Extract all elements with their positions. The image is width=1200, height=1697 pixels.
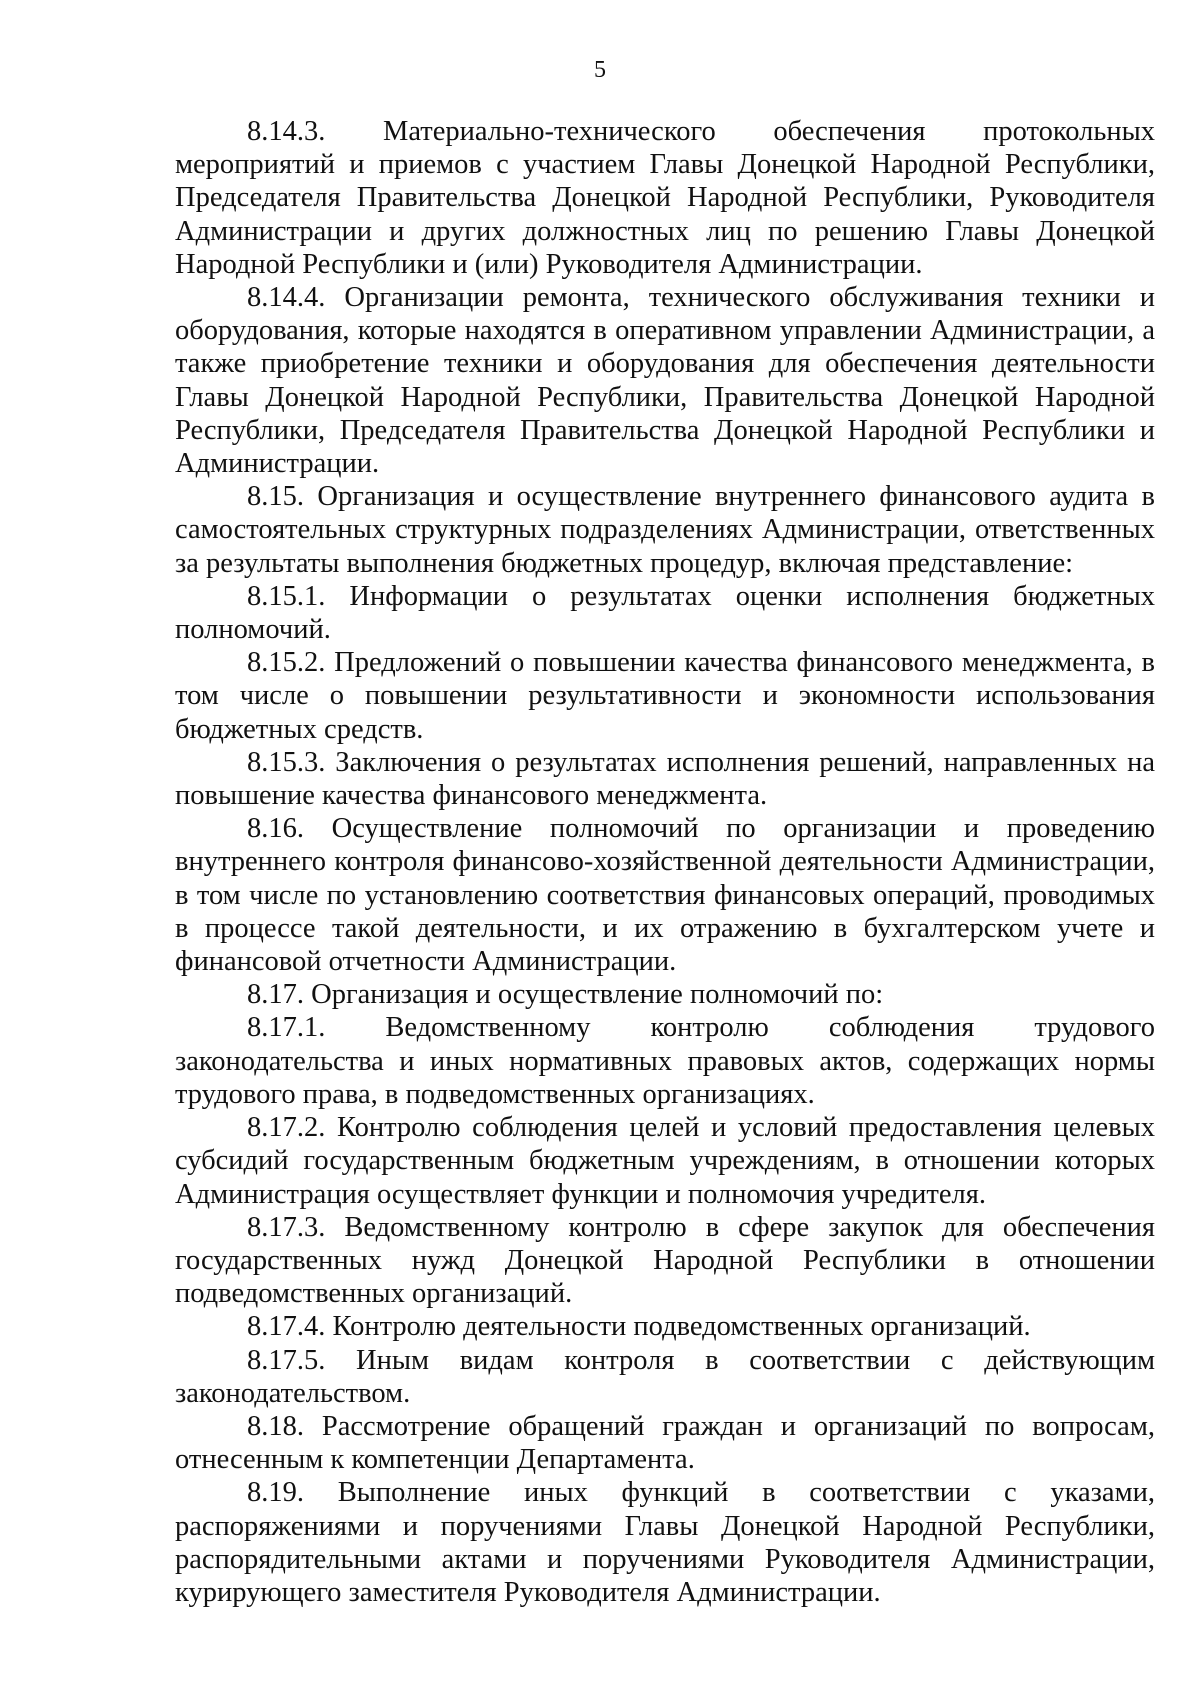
paragraph-8-17-2: 8.17.2. Контролю соблюдения целей и условий предоставления целевых субсидий государственным бюджетным учреждениям, в отношении которых Администрация осуществляет функции и полномочия учредителя. xyxy=(175,1112,1155,1210)
paragraph-8-17-4: 8.17.4. Контролю деятельности подведомственных организаций. xyxy=(247,1311,1031,1343)
paragraph-8-14-4: 8.14.4. Организации ремонта, технического обслуживания техники и оборудования, которые находятся в оперативном управлении Администрации, а также приобретение техники и оборудования для обеспечения деятельности Главы Донецкой Народной Республики, Правительства Донецкой Народной Республики, Председателя Правительства Донецкой Народной Республики и Администрации. xyxy=(175,282,1155,480)
paragraph-8-15-1: 8.15.1. Информации о результатах оценки исполнения бюджетных полномочий. xyxy=(175,580,1155,646)
document-body xyxy=(175,115,1155,1609)
paragraph-8-17-5: 8.17.5. Иным видам контроля в соответствии с действующим законодательством. xyxy=(175,1344,1155,1409)
paragraph-8-17: 8.17. Организация и осуществление полномочий по: xyxy=(247,979,884,1011)
paragraph-8-17-3: 8.17.3. Ведомственному контролю в сфере закупок для обеспечения государственных нужд Донецкой Народной Республики в отношении подведомственных организаций. xyxy=(175,1211,1155,1310)
paragraph-8-14-3: 8.14.3. Материально-технического обеспечения протокольных мероприятий и приемов с участием Главы Донецкой Народной Республики, Председателя Правительства Донецкой Народной Республики, Руководителя Администрации и других должностных лиц по решению Главы Донецкой Народной Республики и (или) Руководителя Администрации. xyxy=(175,116,1155,280)
page-number: 5 xyxy=(594,57,606,83)
paragraph-8-18: 8.18. Рассмотрение обращений граждан и организаций по вопросам, отнесенным к компетенции Департамента. xyxy=(175,1410,1155,1476)
paragraph-8-15-3: 8.15.3. Заключения о результатах исполнения решений, направленных на повышение качества финансового менеджмента. xyxy=(175,746,1155,812)
paragraph-8-15: 8.15. Организация и осуществление внутреннего финансового аудита в самостоятельных структурных подразделениях Администрации, ответственных за результаты выполнения бюджетных процедур, включая представление: xyxy=(175,481,1155,579)
paragraph-8-19: 8.19. Выполнение иных функций в соответствии с указами, распоряжениями и поручениями Главы Донецкой Народной Республики, распорядительными актами и поручениями Руководителя Администрации, курирующего заместителя Руководителя Администрации. xyxy=(175,1477,1155,1608)
paragraph-8-15-2: 8.15.2. Предложений о повышении качества финансового менеджмента, в том числе о повышении результативности и экономности использования бюджетных средств. xyxy=(175,647,1155,745)
paragraph-8-17-1: 8.17.1. Ведомственному контролю соблюдения трудового законодательства и иных нормативных правовых актов, содержащих нормы трудового права, в подведомственных организациях. xyxy=(175,1012,1155,1110)
paragraph-8-16: 8.16. Осуществление полномочий по организации и проведению внутреннего контроля финансово-хозяйственной деятельности Администрации, в том числе по установлению соответствия финансовых операций, проводимых в процессе такой деятельности, и их отражению в бухгалтерском учете и финансовой отчетности Администрации. xyxy=(175,813,1155,978)
